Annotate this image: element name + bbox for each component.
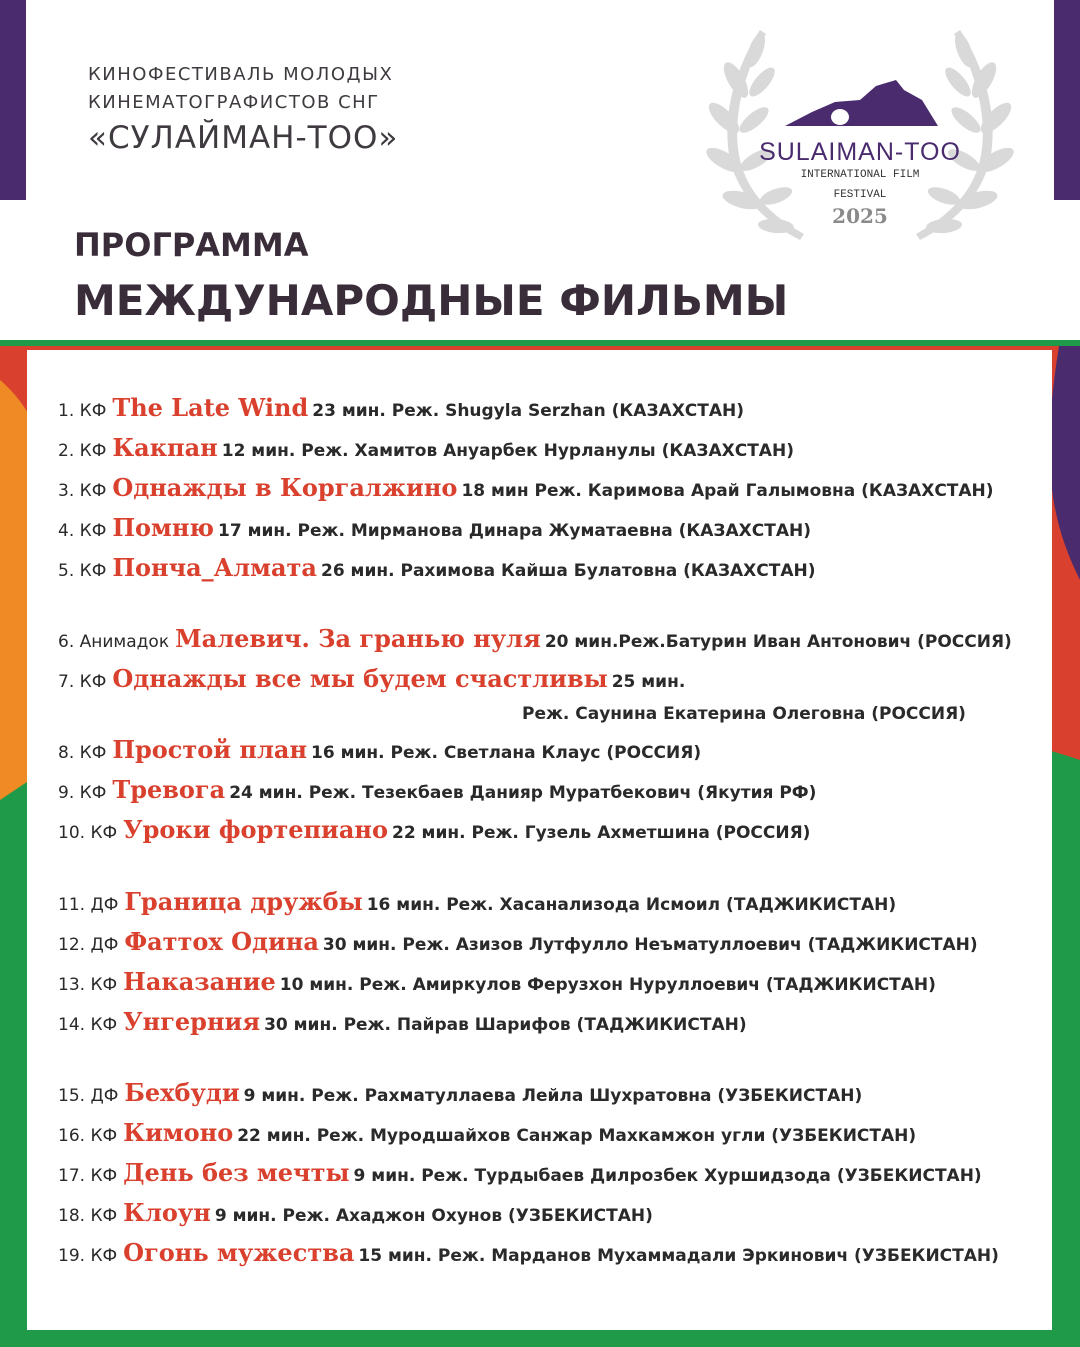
film-row — [58, 553, 816, 582]
film-row — [58, 735, 701, 764]
film-row — [58, 775, 816, 804]
film-number: 8. КФ — [58, 743, 107, 763]
film-title: Граница дружбы — [124, 887, 363, 916]
film-info: 12 мин. Реж. Хамитов Ануарбек Нурланулы (КАЗАХСТАН) — [221, 441, 794, 461]
film-number: 18. КФ — [58, 1206, 118, 1226]
film-number: 11. ДФ — [58, 895, 119, 915]
film-title: Бехбуди — [124, 1078, 240, 1107]
laurel-left-icon — [703, 30, 804, 240]
film-info: 16 мин. Реж. Светлана Клаус (РОССИЯ) — [311, 743, 702, 763]
film-title: Наказание — [123, 967, 276, 996]
film-title: Кимоно — [123, 1118, 234, 1147]
film-number: 19. КФ — [58, 1246, 118, 1266]
film-title: День без мечты — [123, 1158, 350, 1187]
film-number: 4. КФ — [58, 521, 107, 541]
program-label: ПРОГРАММА — [74, 226, 309, 264]
logo-year: 2025 — [832, 204, 888, 228]
film-row — [58, 1007, 747, 1036]
film-info-continued: Реж. Саунина Екатерина Олеговна (РОССИЯ) — [522, 704, 966, 724]
film-info: 22 мин. Реж. Муродшайхов Санжар Махкамжон угли (УЗБЕКИСТАН) — [237, 1126, 917, 1146]
film-row — [58, 664, 685, 693]
film-title: Клоун — [123, 1198, 211, 1227]
film-title: Малевич. За гранью нуля — [175, 624, 541, 653]
film-number: 16. КФ — [58, 1126, 118, 1146]
film-number: 7. КФ — [58, 672, 107, 692]
film-row — [58, 624, 1012, 653]
laurel-right-icon — [916, 30, 1017, 240]
film-info: 16 мин. Реж. Хасанализода Исмоил (ТАДЖИКИСТАН) — [366, 895, 897, 915]
film-title: Уроки фортепиано — [123, 815, 388, 844]
film-row — [58, 967, 936, 996]
film-title: Огонь мужества — [123, 1238, 355, 1267]
film-number: 17. КФ — [58, 1166, 118, 1186]
film-number: 10. КФ — [58, 823, 118, 843]
film-info: 9 мин. Реж. Турдыбаев Дилрозбек Хуршидзода (УЗБЕКИСТАН) — [353, 1166, 982, 1186]
film-number: 9. КФ — [58, 783, 107, 803]
film-info: 25 мин. — [611, 672, 686, 692]
film-number: 12. ДФ — [58, 935, 119, 955]
film-info: 17 мин. Реж. Мирманова Динара Жуматаевна (КАЗАХСТАН) — [218, 521, 811, 541]
film-info: 10 мин. Реж. Амиркулов Ферузхон Нуруллоевич (ТАДЖИКИСТАН) — [279, 975, 936, 995]
film-number: 5. КФ — [58, 561, 107, 581]
film-row — [58, 1078, 862, 1107]
festival-logo — [700, 20, 1020, 250]
film-number: 13. КФ — [58, 975, 118, 995]
film-row — [58, 473, 994, 502]
film-number: 1. КФ — [58, 401, 107, 421]
film-title: Простой план — [112, 735, 308, 764]
film-number: 15. ДФ — [58, 1086, 119, 1106]
festival-line-1: КИНОФЕСТИВАЛЬ МОЛОДЫХ — [88, 64, 394, 85]
film-row — [58, 1158, 982, 1187]
film-title: Помню — [112, 513, 215, 542]
film-info: 18 мин Реж. Каримова Арай Галымовна (КАЗАХСТАН) — [461, 481, 994, 501]
film-info: 30 мин. Реж. Азизов Лутфулло Неъматуллоевич (ТАДЖИКИСТАН) — [322, 935, 978, 955]
festival-name: «СУЛАЙМАН-ТОО» — [88, 120, 399, 156]
mountain-icon — [785, 80, 938, 126]
film-title: Фаттох Одина — [124, 927, 319, 956]
film-info: 30 мин. Реж. Пайрав Шарифов (ТАДЖИКИСТАН) — [264, 1015, 747, 1035]
logo-line-2: FESTIVAL — [833, 189, 887, 201]
film-row — [58, 1198, 653, 1227]
cave-icon — [831, 109, 849, 125]
program-title: МЕЖДУНАРОДНЫЕ ФИЛЬМЫ — [74, 276, 789, 325]
left-purple-bar — [0, 0, 26, 200]
film-info: 22 мин. Реж. Гузель Ахметшина (РОССИЯ) — [391, 823, 811, 843]
film-title: Однажды в Коргалжино — [112, 473, 458, 502]
film-info: 24 мин. Реж. Тезекбаев Данияр Муратбекович (Якутия РФ) — [229, 783, 817, 803]
film-info: 20 мин.Реж.Батурин Иван Антонович (РОССИЯ) — [544, 632, 1012, 652]
film-title: Однажды все мы будем счастливы — [112, 664, 608, 693]
festival-line-2: КИНЕМАТОГРАФИСТОВ СНГ — [88, 92, 380, 113]
film-row — [58, 1118, 916, 1147]
film-info: 23 мин. Реж. Shugyla Serzhan (КАЗАХСТАН) — [312, 401, 745, 421]
right-purple-bar — [1054, 0, 1080, 200]
film-title: Унгерния — [123, 1007, 261, 1036]
film-title: Понча_Алмата — [112, 553, 317, 582]
film-row — [58, 513, 811, 542]
film-info: 26 мин. Рахимова Кайша Булатовна (КАЗАХСТАН) — [320, 561, 816, 581]
film-row — [58, 815, 810, 844]
film-title: Тревога — [112, 775, 226, 804]
film-info: 9 мин. Реж. Ахаджон Охунов (УЗБЕКИСТАН) — [214, 1206, 653, 1226]
film-row — [58, 927, 978, 956]
film-number: 6. Анимадок — [58, 632, 170, 652]
film-row — [58, 393, 744, 422]
film-number: 2. КФ — [58, 441, 107, 461]
logo-name: SULAIMAN-TOO — [759, 138, 961, 166]
film-row — [58, 1238, 999, 1267]
film-row — [58, 887, 896, 916]
film-info: 15 мин. Реж. Марданов Мухаммадали Эркинович (УЗБЕКИСТАН) — [358, 1246, 999, 1266]
film-title: The Late Wind — [112, 393, 309, 422]
film-number: 14. КФ — [58, 1015, 118, 1035]
film-info: 9 мин. Реж. Рахматуллаева Лейла Шухратовна (УЗБЕКИСТАН) — [243, 1086, 863, 1106]
film-number: 3. КФ — [58, 481, 107, 501]
logo-line-1: INTERNATIONAL FILM — [800, 169, 920, 181]
film-title: Какпан — [112, 433, 218, 462]
film-row — [58, 433, 794, 462]
